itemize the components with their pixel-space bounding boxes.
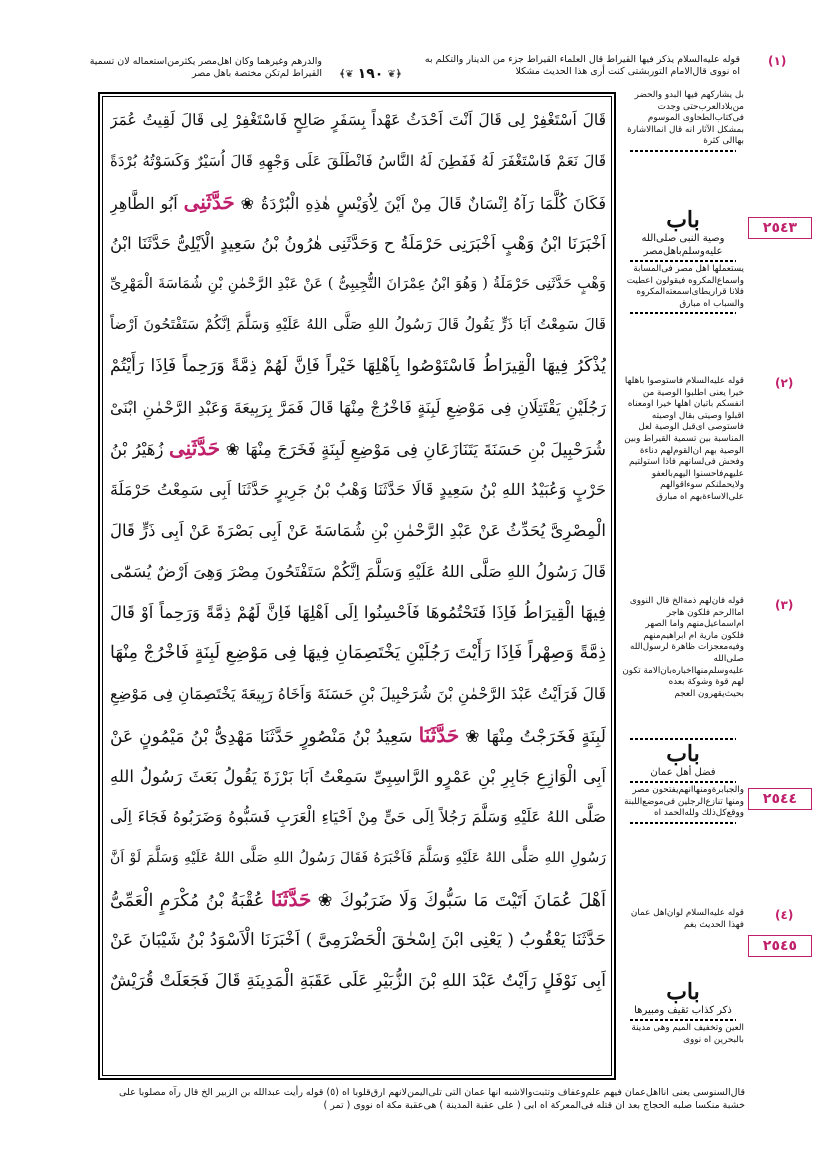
- line-text: اَبُو الطَّاهِرِ: [110, 194, 178, 213]
- chapter-heading-1: [622, 208, 744, 316]
- footnote-marker-3: (٣): [775, 598, 794, 612]
- line-text: الْمِصْرِىَّ يُحَدِّثُ عَنْ عَبْدِ الرَّحْمٰنِ بْنِ شُمَاسَةَ عَنْ اَبِى بَصْرَةَ عَنْ اَبِى ذَرٍّ قَالَ: [110, 521, 606, 540]
- text-line: [110, 674, 606, 715]
- line-text: زُهَيْرُ بْنُ: [110, 440, 164, 459]
- sidebar-footnote-2: قوله عليه‌السلام فاستوصوا باهلها خيرا يعنى اطلبوا الوصية من انفسكم باتيان اهلها خيرا اومعناه اقبلوا وصيتى بقال اوصيته فاستوصى اى‌قبل الوصية لعل المناسبة بين تسمية القيراط وبين الوصية بهم ان‌القوم‌لهم دناءة وفحش فى‌لسانهم فاذا استولتيم عليهم‌فاحسنوا اليهم‌بالعفو ولايحملنكم سوءاقوالهم على‌الاساءةبهم اه مبارق: [624, 376, 744, 502]
- text-line: [110, 264, 606, 305]
- text-line: [110, 141, 606, 182]
- bottom-footnote: قال‌السنوسى يعنى انااهل‌عمان فيهم علم‌وعفاف وتثبت‌والاشبه انها عمان التى تلى‌اليمن‌لانهم ارق‌قلوبا اه (٥) قوله رأيت عبدالله بن الزبير الخ قال رآه مصلوبا على خشبة منكسا صلبه الحجاج بعد ان قتله فى‌المعركة اه ابى ( على عقبة المدينة ) هى‌عقبة مكة اه نووى ( تمر ): [119, 1087, 745, 1111]
- header-footnote-right: قوله عليه‌السلام يذكر فيها القيراط قال العلماء القيراط جزء من الدينار والتكلم به اه نووى قال‌الامام التوربشتى كنت أرى هذا الحديث مشكلا: [424, 54, 740, 77]
- footnote-number-1: (١): [768, 54, 787, 68]
- line-text: رَسُولِ اللهِ صَلَّى اللهُ عَلَيْهِ وَسَلَّمَ فَاَخْبَرَهُ فَقَالَ رَسُولُ اللهِ صَلَّى اللهُ عَلَيْهِ وَسَلَّمَ لَوْ اَنَّ: [110, 850, 606, 866]
- ornament-right-icon: ❦﴿: [387, 68, 402, 80]
- main-hadith-text: [110, 100, 606, 1002]
- line-text: ذِمَّةً وَصِهْراً فَاِذَا رَأَيْتَ رَجُلَيْنِ يَخْتَصِمَانِ فِيهَا فِى مَوْضِعِ لَبِنَةٍ فَاخْرُجْ مِنْهَا: [110, 643, 606, 663]
- line-text: اَهْلَ عُمَانَ اَتَيْتَ مَا سَبُّوكَ وَلَا ضَرَبُوكَ ❀: [317, 891, 606, 911]
- chapter-title: باب: [666, 979, 700, 1005]
- text-line: [110, 387, 606, 428]
- text-line: [110, 223, 606, 264]
- text-line: [110, 879, 606, 920]
- footnote-marker-2: (٢): [775, 376, 794, 390]
- narration-marker: حَدَّثَنِى: [183, 190, 235, 214]
- text-line: [110, 756, 606, 797]
- divider: [630, 150, 736, 152]
- text-line: [110, 346, 606, 387]
- hadith-number-2544: ٢٥٤٤: [748, 788, 812, 810]
- divider: [630, 312, 736, 314]
- divider: [630, 738, 736, 740]
- narration-marker: حَدَّثَنَا: [270, 887, 312, 911]
- line-text: لَبِنَةٍ فَخَرَجْتُ مِنْهَا ❀: [465, 727, 606, 747]
- line-text: حَرْبٍ وَعُبَيْدُ اللهِ بْنُ سَعِيدٍ قَالَا حَدَّثَنَا وَهْبُ بْنُ جَرِيرٍ حَدَّثَنَا اَبِى سَمِعْتُ حَرْمَلَةَ: [110, 480, 606, 499]
- line-text: قَالَ رَسُولُ اللهِ صَلَّى اللهُ عَلَيْهِ وَسَلَّمَ اِنَّكُمْ سَتَفْتَحُونَ مِصْرَ وَهِىَ اَرْضٌ يُسَمّٰى: [110, 562, 606, 581]
- sidebar-footnote-4: قوله عليه‌السلام لوان‌اهل عمان فهذا الحديث بغم: [630, 908, 744, 930]
- text-line: [110, 797, 606, 838]
- narration-marker: حَدَّثَنِى: [169, 436, 221, 460]
- chapter-heading-3: [622, 980, 744, 1046]
- line-text: وَهْبٍ حَدَّثَنِى حَرْمَلَةُ ( وَهُوَ ابْنُ عِمْرَانَ التُّجِيبِىُّ ) عَنْ عَبْدِ الرَّحْمٰنِ بْنِ شُمَاسَةَ الْمَهْرِىِّ: [110, 276, 606, 292]
- line-text: اَخْبَرَنَا ابْنُ وَهْبٍ اَخْبَرَنِى حَرْمَلَةُ ح وَحَدَّثَنِى هٰرُونُ بْنُ سَعِيدٍ الْاَيْلِىُّ حَدَّثَنَا ابْنُ: [110, 234, 606, 253]
- line-text: قَالَ سَمِعْتُ اَبَا ذَرٍّ يَقُولُ قَالَ رَسُولُ اللهِ صَلَّى اللهُ عَلَيْهِ وَسَلَّمَ اِنَّكُمْ سَتَفْتَحُونَ اَرْضاً: [110, 317, 606, 333]
- hadith-number-2545: ٢٥٤٥: [748, 935, 812, 957]
- header-footnote-left: والدرهم وغيرهما وكان اهل‌مصر يكثرمن‌استعماله لان تسمية القيراط لم‌تكن مختصة باهل مصر: [89, 56, 322, 79]
- sidebar-top-note: بل يشاركهم فيها البدو والحضر من‌بلادالعرب‌حتى وجدت فى‌كتاب‌الطحاوى الموسوم بمشكل الآثار انه قال انما‌الاشارة بها‌الى كثرة: [622, 90, 744, 154]
- chapter-note: والجبابرة‌ومنهاانهم‌يفتحون مصر ومنها تنازع‌الرجلين فى‌موضع‌اللبنة ووقع‌كل‌ذلك ولله‌الحمد اه: [624, 785, 744, 819]
- line-text: سَعِيدُ بْنُ مَنْصُورٍ حَدَّثَنَا مَهْدِىُّ بْنُ مَيْمُونٍ عَنْ: [110, 727, 413, 747]
- line-text: رَجُلَيْنِ يَقْتَتِلَانِ فِى مَوْضِعِ لَبِنَةٍ فَاخْرُجْ مِنْهَا قَالَ فَمَرَّ بِرَبِيعَةَ وَعَبْدِ الرَّحْمٰنِ ابْنَىْ: [110, 398, 606, 417]
- chapter-subtitle: فضل أهل عمان: [650, 767, 716, 778]
- sidebar-footnote-3: قوله فان‌لهم ذمة‌الخ قال النووى اماالرحم فلكون هاجر ام‌اسماعيل‌منهم واما الصهر فلكون مارية ام ابراهيم‌منهم وفيه‌معجزات ظاهرة لرسول‌الله صلى‌الله عليه‌وسلم‌منهااخباره‌بان‌الامة تكون لهم قوة وشوكة بعده بحيث‌يقهرون العجم: [622, 596, 744, 699]
- line-text: قَالَ نَعَمْ فَاسْتَغْفَرَ لَهُ فَفَطِنَ لَهُ النَّاسُ فَانْطَلَقَ عَلَى وَجْهِهِ قَالَ اُسَيْرٌ وَكَسَوْتُهُ بُرْدَةً: [110, 152, 606, 170]
- text-line: [110, 961, 606, 1002]
- line-text: شُرَحْبِيلَ بْنِ حَسَنَةَ يَتَنَازَعَانِ فِى مَوْضِعِ لَبِنَةٍ فَخَرَجَ مِنْهَا ❀: [225, 440, 606, 459]
- chapter-title: باب: [666, 741, 700, 767]
- text-line: [110, 551, 606, 592]
- line-text: اَبِى نَوْفَلٍ رَاَيْتُ عَبْدَ اللهِ بْنَ الزُّبَيْرِ عَلَى عَقَبَةِ الْمَدِينَةِ قَالَ فَجَعَلَتْ قُرَيْشٌ: [110, 971, 606, 991]
- line-text: قَالَ اَسْتَغْفِرْ لِى قَالَ اَنْتَ اَحْدَثُ عَهْداً بِسَفَرٍ صَالِحٍ فَاسْتَغْفِرْ لِى قَالَ لَقِيتُ عُمَرَ: [110, 111, 606, 129]
- divider: [630, 1019, 736, 1021]
- chapter-subtitle: ذكر كذاب ثقيف ومبيرها: [634, 1005, 732, 1016]
- page-number-value: ١٩٠: [357, 66, 384, 82]
- ornament-left-icon: ﴾❦: [339, 68, 354, 80]
- page-number: [328, 64, 413, 84]
- chapter-note: يستعملها اهل مصر فى‌المسابة واسماع‌المكروه فيقولون اعطيت فلانا قراريطاى‌اسمعته‌المكروه والسباب اه مبارق: [626, 264, 744, 309]
- line-text: يُذْكَرُ فِيهَا الْقِيرَاطُ فَاسْتَوْصُوا بِاَهْلِهَا خَيْراً فَاِنَّ لَهُمْ ذِمَّةً وَرَحِماً فَاِذَا رَأَيْتُمْ: [110, 356, 606, 376]
- chapter-note: العين وتخفيف الميم وهى مدينة بالبحرين اه نووى: [631, 1023, 744, 1045]
- divider: [630, 260, 736, 262]
- text-line: [110, 838, 606, 879]
- line-text: عُقْبَةُ بْنُ مُكْرَمٍ الْعَمِّىُّ: [110, 891, 265, 911]
- hadith-number-2543: ٢٥٤٣: [748, 217, 812, 239]
- text-line: [110, 305, 606, 346]
- line-text: اَبِى الْوَازِعِ جَابِرِ بْنِ عَمْرٍو الرَّاسِبِىِّ سَمِعْتُ اَبَا بَرْزَةَ يَقُولُ بَعَثَ رَسُولُ اللهِ: [110, 767, 606, 786]
- divider: [630, 781, 736, 783]
- line-text: صَلَّى اللهُ عَلَيْهِ وَسَلَّمَ رَجُلاً اِلَى حَىٍّ مِنْ اَحْيَاءِ الْعَرَبِ فَسَبُّوهُ وَضَرَبُوهُ فَجَاءَ اِلَى: [110, 808, 606, 826]
- divider: [630, 822, 736, 824]
- footnote-marker-4: (٤): [775, 908, 794, 922]
- text-line: [110, 100, 606, 141]
- line-text: فِيهَا الْقِيرَاطُ فَاِذَا فَتَحْتُمُوهَا فَاَحْسِنُوا اِلَى اَهْلِهَا فَاِنَّ لَهُمْ ذِمَّةً وَرَحِماً اَوْ قَالَ: [110, 603, 606, 622]
- text-line: [110, 182, 606, 223]
- line-text: حَدَّثَنَا يَعْقُوبُ ( يَعْنِى ابْنَ اِسْحٰقَ الْحَضْرَمِىَّ ) اَخْبَرَنَا الْاَسْوَدُ بْنُ شَيْبَانَ عَنْ: [110, 930, 606, 950]
- chapter-title: باب: [666, 207, 700, 233]
- text-line: [110, 715, 606, 756]
- line-text: قَالَ فَرَاَيْتُ عَبْدَ الرَّحْمٰنِ بْنَ شُرَحْبِيلَ بْنِ حَسَنَةَ وَاَخَاهُ رَبِيعَةَ يَخْتَصِمَانِ فِى مَوْضِعِ: [110, 685, 606, 703]
- text-line: [110, 592, 606, 633]
- text-line: [110, 510, 606, 551]
- chapter-subtitle: وصية النبى صلى‌الله عليه‌وسلم‌باهل‌مصر: [641, 233, 725, 257]
- text-line: [110, 469, 606, 510]
- text-line: [110, 633, 606, 674]
- text-line: [110, 428, 606, 469]
- narration-marker: حَدَّثَنَا: [418, 723, 460, 747]
- line-text: فَكَانَ كُلَّمَا رَآهُ اِنْسَانٌ قَالَ مِنْ اَيْنَ لِاُوَيْسٍ هٰذِهِ الْبُرْدَةُ ❀: [240, 194, 606, 213]
- text-line: [110, 920, 606, 961]
- chapter-heading-2: [622, 736, 744, 826]
